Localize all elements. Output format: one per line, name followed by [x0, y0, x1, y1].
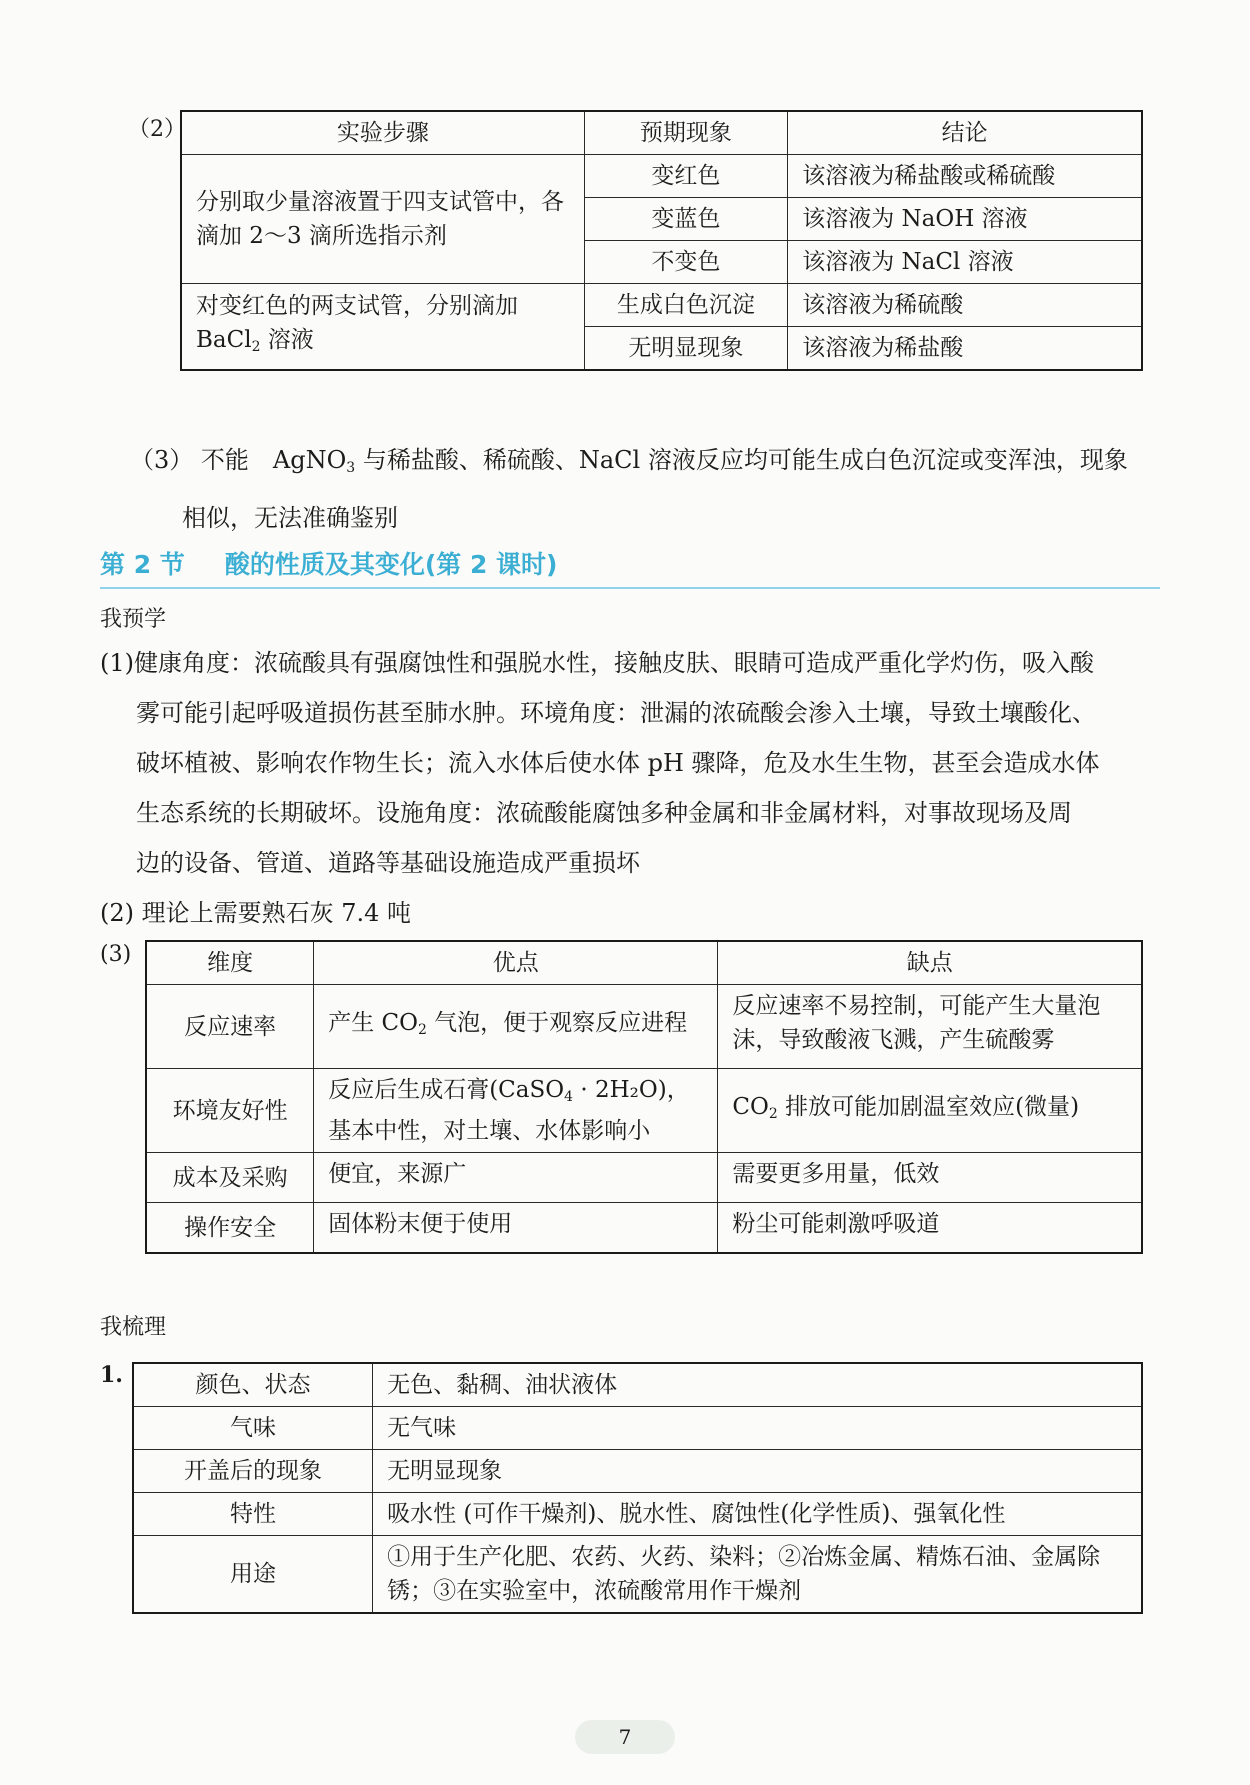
phenomenon-cell: 变红色 [584, 155, 788, 198]
experiment-table [180, 110, 1143, 371]
table-row [146, 985, 1142, 1069]
dimension-cell: 操作安全 [146, 1203, 314, 1254]
conclusion-cell: 该溶液为稀盐酸或稀硫酸 [788, 155, 1142, 198]
property-value: ①用于生产化肥、农药、火药、染料；②冶炼金属、精炼石油、金属除锈；③在实验室中，浓硫酸常用作干燥剂 [373, 1536, 1142, 1614]
property-value: 无明显现象 [373, 1450, 1142, 1493]
section-number: 第 2 节 [100, 550, 185, 579]
phenomenon-cell: 变蓝色 [584, 198, 788, 241]
preview-line: 雾可能引起呼吸道损伤甚至肺水肿。环境角度：泄漏的浓硫酸会渗入土壤，导致土壤酸化、 [136, 699, 1096, 727]
pro-cell: 固体粉末便于使用 [314, 1203, 718, 1254]
table-row [133, 1450, 1142, 1493]
con-cell: $CO_2$ 排放可能加剧温室效应(微量) [718, 1069, 1142, 1153]
property-key: 用途 [133, 1536, 373, 1614]
table-row [133, 1493, 1142, 1536]
preview-3-marker: (3) [100, 942, 132, 967]
table-header: 实验步骤 [181, 111, 584, 155]
question-3-answer [130, 435, 1170, 543]
phenomenon-cell: 不变色 [584, 241, 788, 284]
table-header: 缺点 [718, 941, 1142, 985]
properties-table [132, 1362, 1143, 1614]
table-row [133, 1363, 1142, 1407]
preview-line: 边的设备、管道、道路等基础设施造成严重损坏 [136, 849, 640, 877]
dimension-cell: 成本及采购 [146, 1153, 314, 1203]
property-key: 气味 [133, 1407, 373, 1450]
property-value: 无气味 [373, 1407, 1142, 1450]
table-header-row [181, 111, 1142, 155]
property-key: 特性 [133, 1493, 373, 1536]
page-number: 7 [575, 1720, 675, 1754]
review-label: 我梳理 [100, 1315, 167, 1340]
property-key: 颜色、状态 [133, 1363, 373, 1407]
phenomenon-cell: 生成白色沉淀 [584, 284, 788, 327]
section-title [100, 545, 1160, 589]
step-cell: 分别取少量溶液置于四支试管中，各滴加 2～3 滴所选指示剂 [181, 155, 584, 284]
pro-cell: 便宜，来源广 [314, 1153, 718, 1203]
pro-cell: 产生 $CO_2$ 气泡，便于观察反应进程 [314, 985, 718, 1069]
property-value: 吸水性 (可作干燥剂)、脱水性、腐蚀性(化学性质)、强氧化性 [373, 1493, 1142, 1536]
question-3-line2: 相似，无法准确鉴别 [182, 504, 398, 532]
preview-line: 破坏植被、影响农作物生长；流入水体后使水体 pH 骤降，危及水生生物，甚至会造成水体 [136, 749, 1100, 777]
table-row [146, 1069, 1142, 1153]
property-key: 开盖后的现象 [133, 1450, 373, 1493]
preview-line: (1)健康角度：浓硫酸具有强腐蚀性和强脱水性，接触皮肤、眼睛可造成严重化学灼伤，吸入酸 [100, 649, 1094, 677]
dimension-cell: 环境友好性 [146, 1069, 314, 1153]
phenomenon-cell: 无明显现象 [584, 327, 788, 371]
table-row [181, 284, 1142, 327]
table-header: 预期现象 [584, 111, 788, 155]
table-row [146, 1153, 1142, 1203]
conclusion-cell: 该溶液为 NaOH 溶液 [788, 198, 1142, 241]
question-3-line1: （3） 不能 AgNO$_3$ 与稀盐酸、稀硫酸、NaCl 溶液反应均可能生成白色沉淀或变浑浊，现象 [130, 446, 1128, 476]
table-header: 优点 [314, 941, 718, 985]
table-row [146, 1203, 1142, 1254]
con-cell: 需要更多用量，低效 [718, 1153, 1142, 1203]
property-value: 无色、黏稠、油状液体 [373, 1363, 1142, 1407]
table-row [133, 1536, 1142, 1614]
preview-line: 生态系统的长期破坏。设施角度：浓硫酸能腐蚀多种金属和非金属材料，对事故现场及周 [136, 799, 1072, 827]
comparison-table [145, 940, 1143, 1254]
preview-paragraph-2: (2) 理论上需要熟石灰 7.4 吨 [100, 899, 412, 927]
table-header-row [146, 941, 1142, 985]
con-cell: 粉尘可能刺激呼吸道 [718, 1203, 1142, 1254]
preview-paragraph-1 [100, 638, 1160, 888]
preview-label: 我预学 [100, 607, 167, 632]
dimension-cell: 反应速率 [146, 985, 314, 1069]
conclusion-cell: 该溶液为 NaCl 溶液 [788, 241, 1142, 284]
conclusion-cell: 该溶液为稀盐酸 [788, 327, 1142, 371]
con-cell: 反应速率不易控制，可能产生大量泡沫，导致酸液飞溅，产生硫酸雾 [718, 985, 1142, 1069]
question-1-marker: 1. [100, 1362, 123, 1388]
section-heading: 酸的性质及其变化(第 2 课时) [224, 550, 558, 579]
conclusion-cell: 该溶液为稀硫酸 [788, 284, 1142, 327]
question-2-marker: （2） [128, 117, 186, 142]
table-header: 维度 [146, 941, 314, 985]
pro-cell: 反应后生成石膏(CaSO$_4$ · 2H₂O)，基本中性，对土壤、水体影响小 [314, 1069, 718, 1153]
table-row [133, 1407, 1142, 1450]
table-row [181, 155, 1142, 198]
table-header: 结论 [788, 111, 1142, 155]
step-cell: 对变红色的两支试管，分别滴加 BaCl$_2$ 溶液 [181, 284, 584, 371]
